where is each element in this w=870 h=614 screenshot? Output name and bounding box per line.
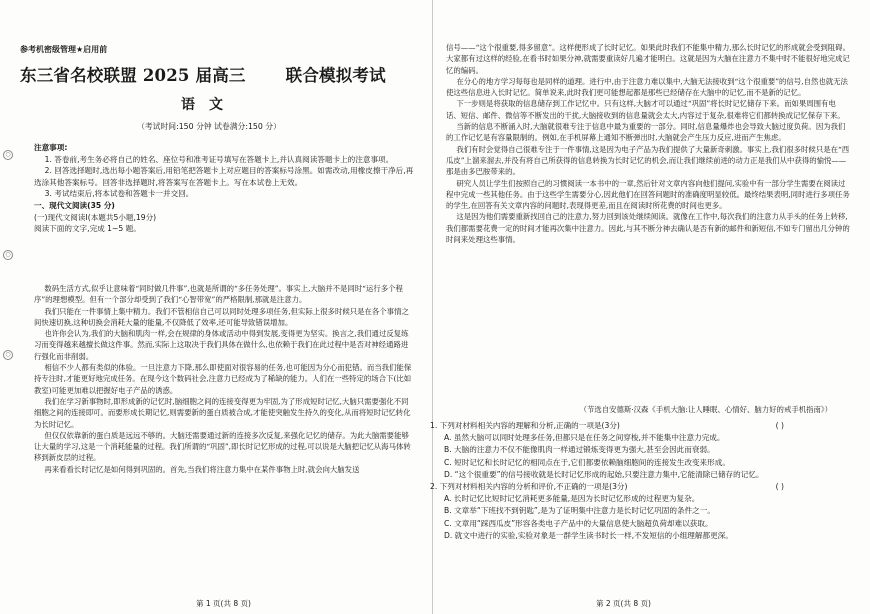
time-info: （考试时间:150 分钟 试卷满分:150 分） (137, 122, 281, 131)
right-passage (446, 42, 850, 394)
confidential-label: 参考机密级管理★启用前 (20, 45, 108, 54)
question-option: D. “这个很重要”的信号接收就是长时记忆形成的起始,只要注意力集中,它能清除已储存的记忆。 (444, 469, 764, 479)
section-title: 一、现代文阅读(35 分) (34, 200, 115, 210)
source-citation: （节选自安德斯·汉森《手机大脑:让人睡眠、心情好、脑力好的戒手机指南》） (579, 405, 832, 414)
question-stem: 1. 下列对材料相关内容的理解和分析,正确的一项是(3分) (430, 421, 620, 430)
question-option: A. 长时记忆比短时记忆消耗更多能量,是因为长时记忆形成的过程更为复杂。 (444, 494, 700, 504)
passage-paragraph: 我们有时会觉得自己很难专注于一件事情,这是因为电子产品为我们提供了大量新奇刺激。事实上,我们很多时候只是在“西瓜皮”上溜来溜去,并没有将自己所获得的信息转换为长时记忆的机会,而让我们继续前进的动力正是我们从中获得的愉悦——那是由多巴胺带来的。 (446, 144, 850, 177)
exam-title-right: 联合模拟考试 (285, 66, 386, 85)
passage-paragraph: 数码生活方式,似乎让意味着“同时做几件事”,也就是所谓的“多任务处理”。事实上,大脑并不是同时“运行多个程序”的理想模型。但有一个部分却受到了我们“心智带宽”的严格限制,那就是注意力。 (34, 284, 403, 305)
section-sub: (一)现代文阅读Ⅰ(本题共5小题,19分) (34, 212, 157, 222)
passage-paragraph: 信号——“这个很重要,得多留意”。这样便形成了长时记忆。如果此时我们不能集中精力,那么长时记忆的形成就会受到阻碍。大家都有过这样的经验,在看书时如果分神,就需要重读好几遍才能明白。这就是因为大脑在注意力不集中时不能很好地完成记忆的编码。 (446, 43, 850, 75)
exam-title (20, 62, 412, 86)
subject-title: 语文 (181, 97, 237, 113)
passage-paragraph: 在分心的地方学习每每也是同样的道理。进行中,由于注意力难以集中,大脑无法接收到“这个很重要”的信号,自然也就无法使这些信息进入长时记忆。简单说来,此时我们更可能想起都是那些已经储存在大脑中的记忆,而不是新的记忆。 (446, 76, 848, 98)
passage-paragraph: 下一步则是将获取的信息储存到工作记忆中。只有这样,大脑才可以通过“巩固”将长时记忆储存下来。而如果周围有电话、短信、邮件、微信等不断发出的干扰,大脑接收到的信息量就会太大,内容过于复杂,很难将它们都转换成记忆保存下来。 (446, 99, 845, 120)
question-stem: 2. 下列对材料相关内容的分析和评价,不正确的一项是(3分) (430, 482, 628, 492)
answer-paren: ( ) (775, 421, 784, 430)
notes-section (34, 142, 414, 235)
question-option: D. 就文中进行的实验,实验对象是一群学生读书时长一样,不发短信的小组理解都更深。 (444, 530, 733, 540)
passage-paragraph: 也许你会认为,我们的大脑和肌肉一样,会在规律的身体或活动中得到发展,变得更为坚实。换言之,我们通过反复练习而变得越来越擅长做这件事。然而,实际上这取决于我们具体在做什么,也依赖于我们在此过程中是否对神经通路进行强化而非削弱。 (34, 329, 409, 361)
page-number-left: 第 1 页(共 8 页) (196, 599, 251, 608)
question-option: C. 短时记忆和长时记忆的相同点在于,它们都要依赖脑细胞间的连接发生改变来形成。 (444, 457, 730, 467)
binding-mark: ○ (3, 150, 13, 160)
passage-paragraph: 这是因为他们需要重新找回自己的注意力,努力回到该处继续阅读。就像在工作中,每次我们的注意力从手头的任务上转移,我们都需要花费一定的时间才能再次集中注意力。因此,与其不断分神去确认是否有新的邮件和新短信,不如专门留出几分钟的时间来处理这些事情。 (446, 212, 850, 245)
page-number-right: 第 2 页(共 8 页) (596, 599, 651, 608)
question-option: C. 文章用“踩西瓜皮”形容各类电子产品中的大量信息使大脑超负荷却难以获取。 (444, 518, 713, 528)
binding-mark: ○ (3, 350, 13, 360)
notes-heading: 注意事项: (34, 143, 68, 152)
passage-paragraph: 我们在学习新事物时,即形成新的记忆时,脑细胞之间的连接变得更为牢固,为了形成短时记忆,大脑只需要强化不同细胞之间的连接即可。而要形成长期记忆,则需要新的蛋白质被合成,才能使突触发生持久的变化,从而将短时记忆转化为长时记忆。 (34, 396, 411, 429)
passage-paragraph: 当新的信息不断涌入时,大脑就很难专注于信息中最为重要的一部分。同时,信息量爆炸也会导致大脑过度负荷。因为我们的工作记忆是有容量限制的。例如,在手机屏幕上通知不断弹出时,大脑就会产生压力反应,进而产生焦虑。 (446, 122, 846, 143)
passage-paragraph: 我们只能在一件事情上集中精力。我们不管相信自己可以同时处理多项任务,但实际上很多时候只是在各个事情之间快速切换,这种切换会消耗大量的能量,不仅降低了效率,还可能导致错误增加。 (34, 306, 409, 327)
answer-paren: ( ) (775, 482, 784, 492)
passage-paragraph: 再来看看长时记忆是如何得到巩固的。首先,当我们将注意力集中在某件事物上时,就会向大脑发送 (44, 464, 360, 474)
question-option: A. 虽然大脑可以同时处理多任务,但都只是在任务之间穿梭,并不能集中注意力完成。 (444, 433, 725, 443)
note-item: 1. 答卷前,考生务必将自己的姓名、座位号和准考证号填写在答题卡上,并认真阅读答题卡上的注意事项。 (44, 154, 394, 164)
question-option: B. 文章举“下班找不到钥匙”,是为了证明集中注意力是长时记忆巩固的条件之一。 (444, 506, 715, 516)
note-item: 3. 考试结束后,将本试卷和答题卡一并交回。 (44, 189, 194, 199)
questions-section (430, 420, 850, 542)
question-2 (430, 481, 850, 542)
left-passage (34, 283, 414, 589)
passage-paragraph: 研究人员让学生们按照自己的习惯阅读一本书中的一章,然后针对文章内容向他们提问,实验中有一部分学生需要在阅读过程中完成一些其他任务。由于这些学生需要分心,因此他们在回答问题时的准确度明显较低。最终结果表明,同时进行多项任务的学生,在回答有关文章内容的问题时,表现得更差,而且在阅读时所花费的时间也更多。 (446, 178, 850, 211)
note-item: 2. 回答选择题时,选出每小题答案后,用铅笔把答题卡上对应题目的答案标号涂黑。如需改动,用橡皮擦干净后,再选涂其他答案标号。回答非选择题时,将答案写在答题卡上。写在本试卷上无效。 (34, 166, 414, 187)
binding-mark: ○ (3, 250, 13, 260)
section-instruction: 阅读下面的文字,完成 1~5 题。 (34, 224, 141, 234)
passage-paragraph: 但仅仅依靠新的蛋白质是远远不够的。大脑还需要通过新的连接多次反复,来强化记忆的储存。为此大脑需要能够让大量的学习,这是一个消耗能量的过程。我们所谓的“巩固”,即长时记忆形成的过程,可以说是大脑把记忆从海马体转移到新皮层的过程。 (34, 430, 411, 463)
question-1 (430, 420, 850, 481)
exam-title-left: 东三省名校联盟 2025 届高三 (20, 66, 246, 85)
question-option: B. 大脑的注意力不仅不能像肌肉一样通过锻炼变得更为强大,甚至会因此而衰弱。 (444, 445, 715, 455)
passage-paragraph: 相信不少人都有类似的体验。一旦注意力下降,那么即使面对很容易的任务,也可能因为分心而犯错。而当我们能保持专注时,才能更好地完成任务。在现今这个数码社会,注意力已经成为了稀缺的能力。人们在一些特定的场合下(比如教室)可能更加难以把握好电子产品的诱惑。 (34, 363, 412, 395)
